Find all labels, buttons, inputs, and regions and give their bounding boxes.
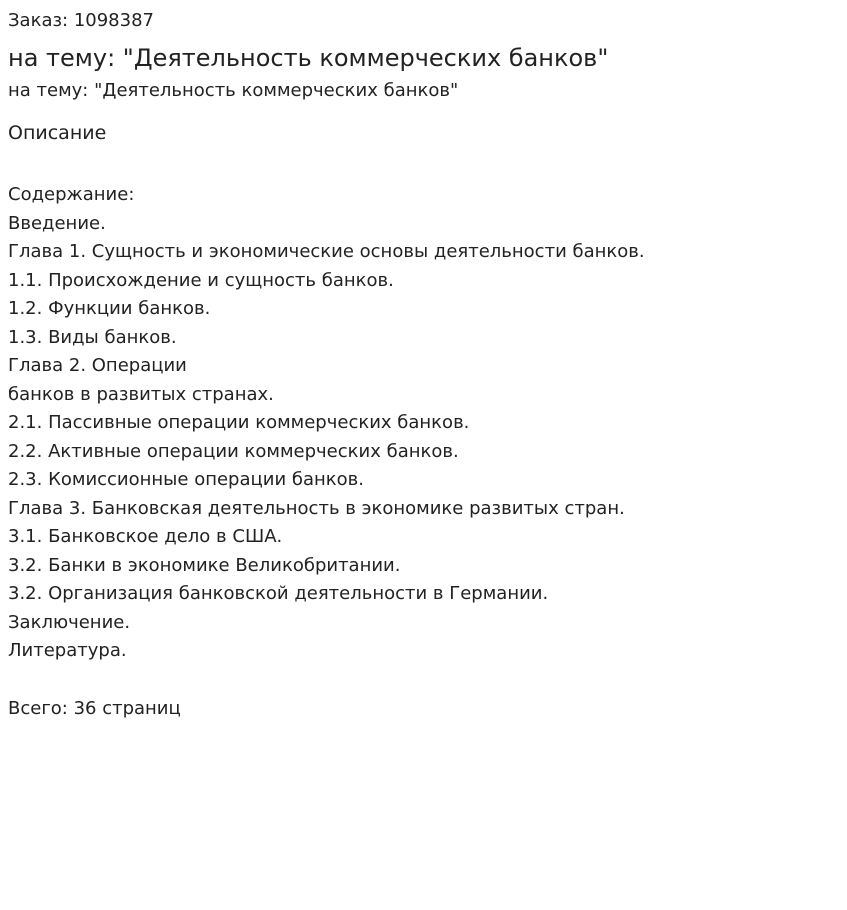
description-label: Описание: [8, 122, 107, 144]
contents-line: Глава 1. Сущность и экономические основы деятельности банков.: [8, 241, 645, 262]
contents-line: 3.2. Банки в экономике Великобритании.: [8, 554, 401, 576]
page-subtitle: на тему: "Деятельность коммерческих банков": [8, 80, 459, 101]
contents-line: Заключение.: [8, 611, 131, 633]
contents-line: 2.2. Активные операции коммерческих банков.: [8, 440, 459, 462]
contents-line: 3.1. Банковское дело в США.: [8, 526, 283, 547]
contents-line: 2.1. Пассивные операции коммерческих банков.: [8, 412, 470, 433]
contents-line: Литература.: [8, 640, 127, 661]
page-title: на тему: "Деятельность коммерческих банков": [8, 44, 609, 72]
contents-line: Глава 2. Операции: [8, 355, 187, 376]
contents-line: Содержание:: [8, 184, 135, 205]
contents-line: Введение.: [8, 212, 106, 234]
contents-line: 1.1. Происхождение и сущность банков.: [8, 269, 394, 291]
order-number: Заказ: 1098387: [8, 10, 154, 31]
contents-line: 1.2. Функции банков.: [8, 298, 211, 319]
contents-line: банков в развитых странах.: [8, 383, 274, 405]
contents-line: 1.3. Виды банков.: [8, 326, 177, 348]
table-of-contents: [8, 181, 839, 666]
contents-line: 2.3. Комиссионные операции банков.: [8, 469, 364, 490]
contents-line: Глава 3. Банковская деятельность в экономике развитых стран.: [8, 497, 625, 519]
total-pages: Всего: 36 страниц: [8, 697, 181, 719]
contents-line: 3.2. Организация банковской деятельности в Германии.: [8, 583, 549, 604]
